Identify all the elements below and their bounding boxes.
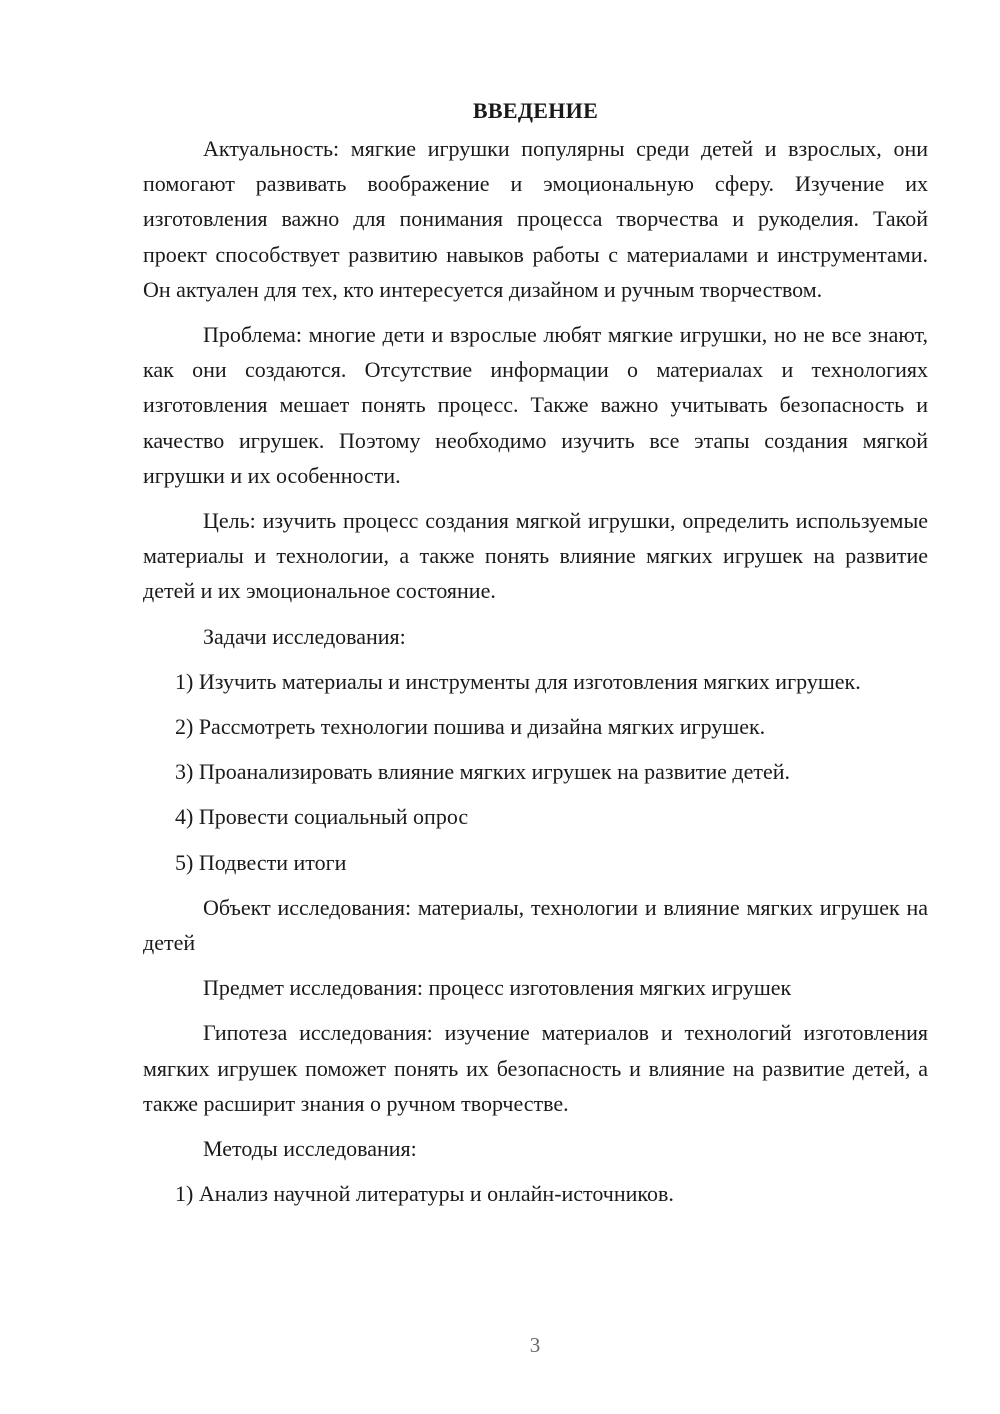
- paragraph-hypothesis: Гипотеза исследования: изучение материалов и технологий изготовления мягких игрушек поможет понять их безопасность и влияние на развитие детей, а также расширит знания о ручном творчестве.: [143, 1020, 928, 1116]
- paragraph-tasks-heading: Задачи исследования:: [203, 623, 406, 649]
- paragraph-relevance: Актуальность: мягкие игрушки популярны среди детей и взрослых, они помогают развивать воображение и эмоциональную сферу. Изучение их изготовления важно для понимания процесса творчества и рукоделия. Такой проект способствует развитию навыков работы с материалами и инструментами. Он актуален для тех, кто интересуется дизайном и ручным творчеством.: [143, 136, 928, 302]
- page-number: 3: [529, 1333, 541, 1357]
- paragraph-object: Объект исследования: материалы, технологии и влияние мягких игрушек на детей: [143, 894, 928, 956]
- document-page: [143, 95, 928, 1221]
- paragraph-methods-heading: Методы исследования:: [203, 1136, 417, 1162]
- section-heading: ВВЕДЕНИЕ: [472, 98, 599, 123]
- list-item-task-4: 4) Провести социальный опрос: [175, 804, 469, 830]
- list-item-task-5: 5) Подвести итоги: [175, 849, 347, 875]
- paragraph-goal: Цель: изучить процесс создания мягкой игрушки, определить используемые материалы и технологии, а также понять влияние мягких игрушек на развитие детей и их эмоциональное состояние.: [143, 508, 928, 604]
- paragraph-problem: Проблема: многие дети и взрослые любят мягкие игрушки, но не все знают, как они создаются. Отсутствие информации о материалах и технологиях изготовления мешает понять процесс. Также важно учитывать безопасность и качество игрушек. Поэтому необходимо изучить все этапы создания мягкой игрушки и их особенности.: [143, 322, 928, 488]
- paragraph-subject: Предмет исследования: процесс изготовления мягких игрушек: [203, 975, 792, 1001]
- list-item-task-2: 2) Рассмотреть технологии пошива и дизайна мягких игрушек.: [175, 714, 766, 740]
- list-item-task-3: 3) Проанализировать влияние мягких игрушек на развитие детей.: [175, 759, 790, 785]
- list-item-task-1: 1) Изучить материалы и инструменты для изготовления мягких игрушек.: [175, 668, 861, 694]
- list-item-method-1: 1) Анализ научной литературы и онлайн-источников.: [175, 1181, 674, 1207]
